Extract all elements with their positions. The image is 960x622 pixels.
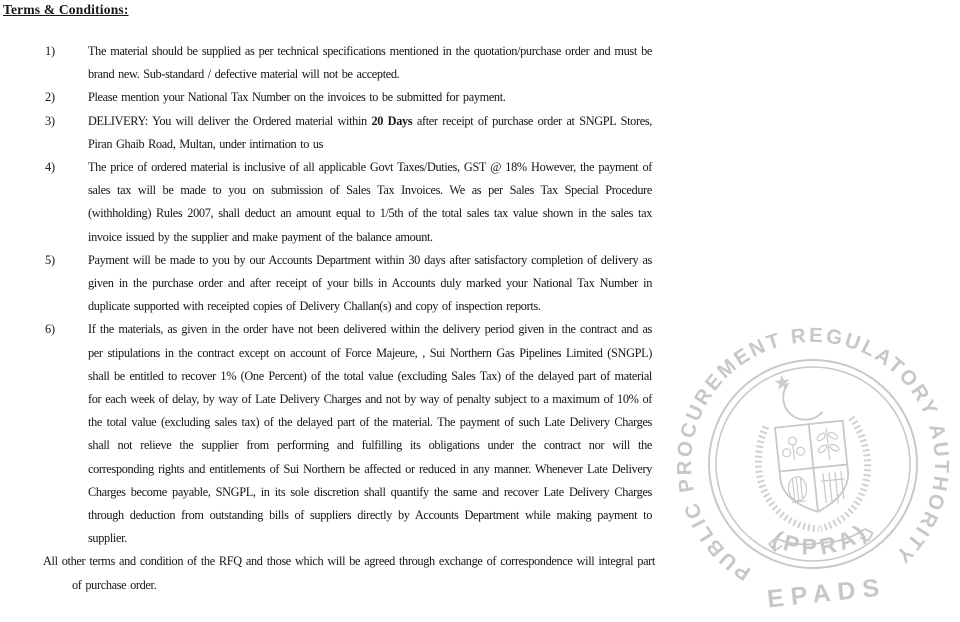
terms-item-2 xyxy=(45,86,652,109)
stamp-ring-text: PUBLIC PROCUREMENT REGULATORY AUTHORITY xyxy=(672,324,954,585)
stamp-outer-circle xyxy=(699,350,928,579)
stamp-ppra-text: (PPRA) xyxy=(768,517,874,560)
wreath-right-icon xyxy=(810,417,874,529)
delivery-days-emphasis: 20 Days xyxy=(371,113,413,128)
page-title: Terms & Conditions: xyxy=(3,2,129,17)
item-number: 1) xyxy=(45,44,55,58)
shield-icon xyxy=(775,421,852,516)
item-number: 5) xyxy=(45,252,55,267)
closing-paragraph: All other terms and condition of the RFQ and those which will be agreed through exchange of correspondence will integral part of purchase order. xyxy=(43,554,655,592)
item-text xyxy=(88,110,652,156)
stamp-graphic xyxy=(672,324,954,622)
item-number: 3) xyxy=(45,113,55,128)
stamp-inner-circle xyxy=(706,357,919,570)
terms-item-6 xyxy=(45,318,652,550)
ppra-watermark-stamp xyxy=(672,324,954,622)
item-text: If the materials, as given in the order have not been delivered within the delivery period given in the contract and as per stipulations in the contract except on account of Force Majeure, , Sui Northern Gas Pipelines Limited (SNGPL) shall be entitled to recover 1% (One Percent) of the total value (excluding Sales Tax) of the delayed part of material for each week of delay, by way of Late Delivery Charges and not by way of penalty subject to a maximum of 10% of the total value (excluding sales tax) of the delayed part of the material. The payment of such Late Delivery Charges shall not relieve the supplier from performing and fulfilling its obligations under the contract nor will the corresponding rights and entitlements of Sui Northern be affected or reduced in any manner. Whenever Late Delivery Charges become payable, SNGPL, in its sole discretion shall quantify the same and recover Late Delivery Charges through deduction from outstanding bills of suppliers directly by Accounts Department while making payment to supplier. xyxy=(88,322,652,546)
item-number: 2) xyxy=(45,90,55,105)
terms-item-4 xyxy=(45,156,652,249)
item-text-segment: DELIVERY: You will deliver the Ordered material within xyxy=(88,113,372,128)
item-text: Payment will be made to you by our Accounts Department within 30 days after satisfactory completion of delivery as given in the purchase order and after receipt of your bills in Accounts duly marked your National Tax Number in duplicate supported with receipted copies of Delivery Challan(s) and copy of inspection reports. xyxy=(88,252,652,314)
tea-motif xyxy=(815,427,841,461)
stamp-epads-text: EPADS xyxy=(765,573,888,614)
wreath-left-icon xyxy=(754,422,818,534)
jute-motif xyxy=(820,471,847,505)
item-number: 6) xyxy=(45,322,55,337)
item-text: The material should be supplied as per technical specifications mentioned in the quotation/purchase order and must be brand new. Sub-standard / defective material will not be accepted. xyxy=(88,44,652,82)
terms-item-5 xyxy=(45,249,652,319)
star-icon xyxy=(774,374,791,390)
pakistan-emblem-icon xyxy=(749,367,876,551)
item-number: 4) xyxy=(45,160,55,175)
item-text-segment: after receipt of purchase order at SNGPL Stores, Piran Ghaib Road, Multan, under intimation to us xyxy=(88,113,652,151)
terms-list xyxy=(45,40,652,550)
item-text: The price of ordered material is inclusive of all applicable Govt Taxes/Duties, GST @ 18% However, the payment of sales tax will be made to you on submission of Sales Tax Invoices. We as per Sales Tax Special Procedure (withholding) Rules 2007, shall deduct an amount equal to 1/5th of the total sales tax value shown in the sales tax invoice issued by the supplier and make payment of the balance amount. xyxy=(88,160,652,244)
terms-item-3 xyxy=(45,110,652,156)
terms-item-1 xyxy=(45,40,652,86)
scroll-icon xyxy=(769,528,874,551)
cotton-motif xyxy=(781,436,805,461)
item-text: Please mention your National Tax Number on the invoices to be submitted for payment. xyxy=(88,90,506,105)
wheat-motif xyxy=(787,476,808,503)
crescent-icon xyxy=(782,380,824,422)
